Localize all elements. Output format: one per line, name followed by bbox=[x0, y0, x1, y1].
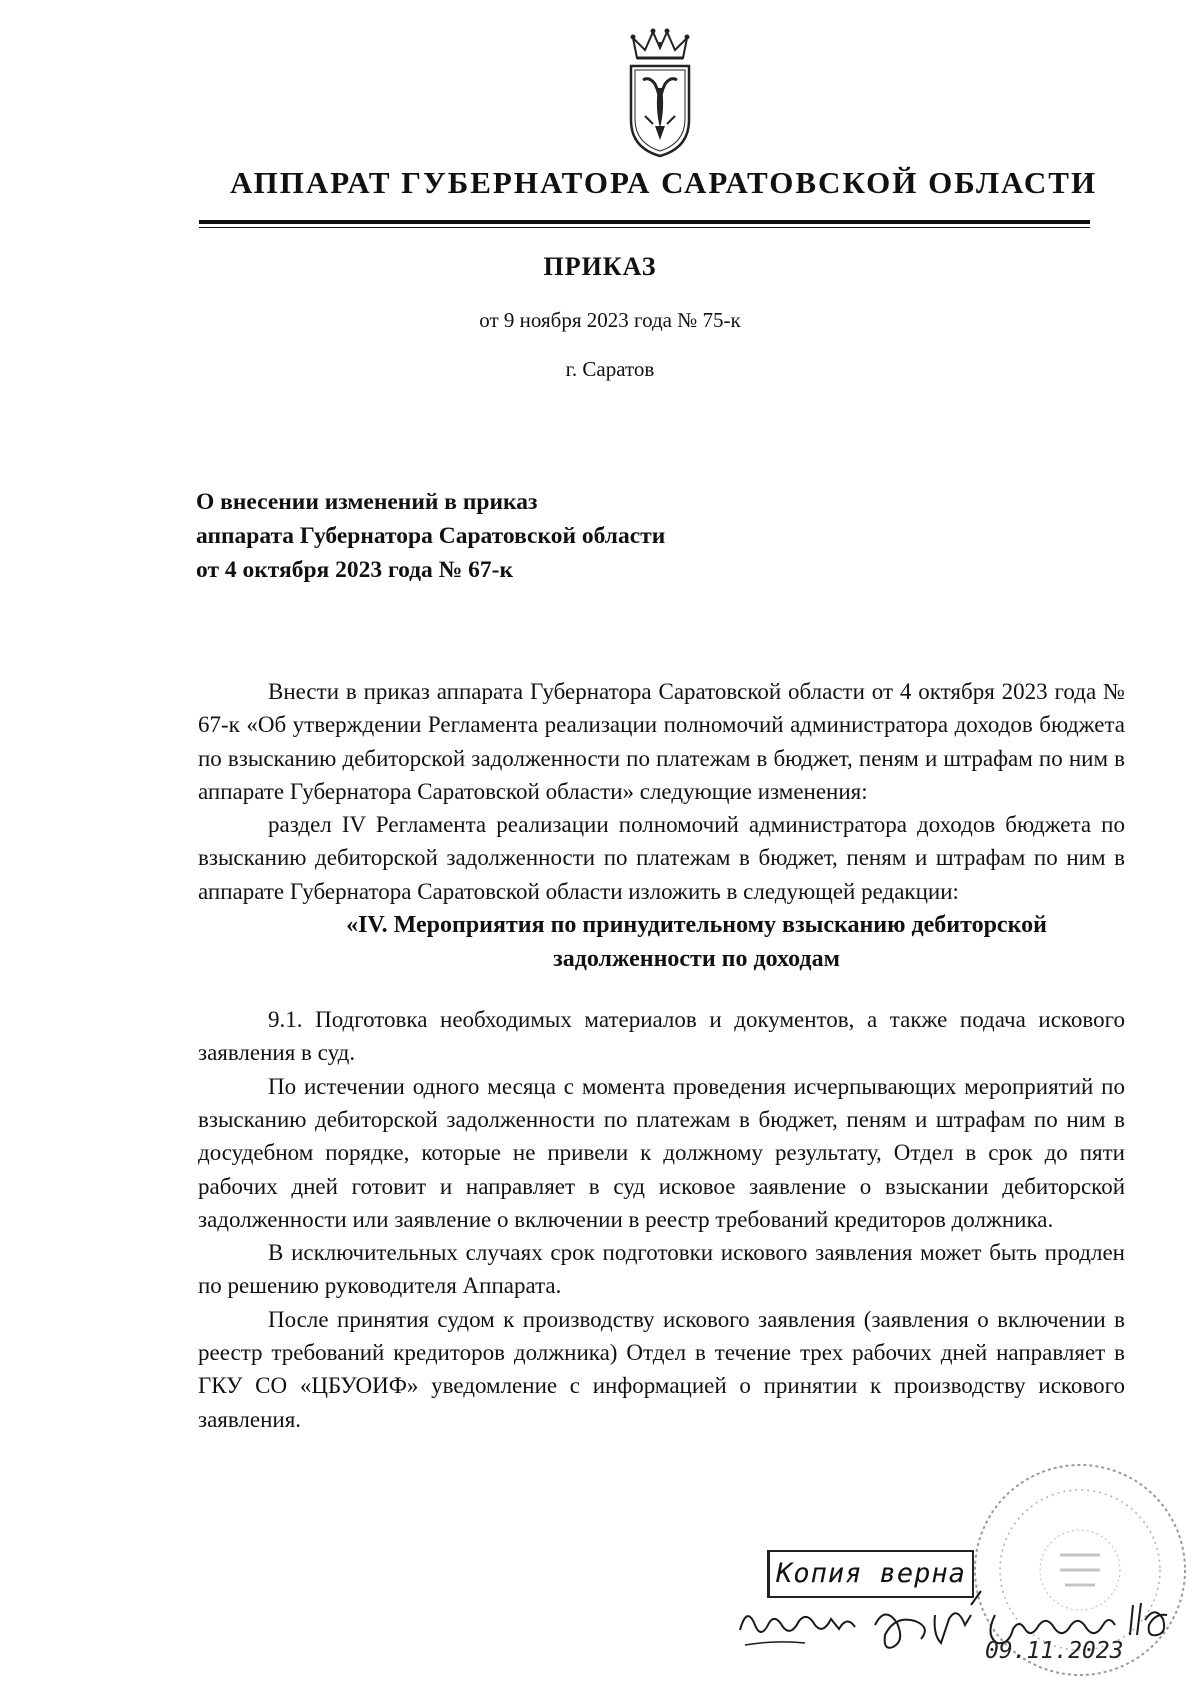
body-paragraph: В исключительных случаях срок подготовки искового заявления может быть продлен по решению руководителя Аппарата. bbox=[198, 1240, 1125, 1299]
document-city: г. Саратов bbox=[565, 357, 655, 381]
header-divider-thick bbox=[199, 220, 1090, 224]
document-body bbox=[198, 675, 1125, 1436]
section-title bbox=[198, 908, 1125, 976]
document-date-number: от 9 ноября 2023 года № 75-к bbox=[479, 308, 741, 332]
section-title-line: «IV. Мероприятия по принудительному взысканию дебиторской bbox=[346, 912, 1047, 939]
handwritten-date: 09.11.2023 bbox=[985, 1638, 1124, 1664]
coat-of-arms-icon bbox=[625, 28, 695, 158]
section-title-line: задолженности по доходам bbox=[553, 946, 840, 973]
handwritten-signatures bbox=[735, 1585, 1200, 1685]
organization-title: АППАРАТ ГУБЕРНАТОРА САРАТОВСКОЙ ОБЛАСТИ bbox=[230, 165, 1098, 200]
subject-line: аппарата Губернатора Саратовской области bbox=[196, 523, 666, 549]
body-paragraph: По истечении одного месяца с момента проведения исчерпывающих мероприятий по взысканию дебиторской задолженности по платежам в бюджет, пеням и штрафам по ним в досудебном порядке, которые не привели к должному результату, Отдел в срок до пяти рабочих дней готовит и направляет в суд исковое заявление о взыскании дебиторской задолженности или заявление о включении в реестр требований кредиторов должника. bbox=[198, 1073, 1125, 1232]
copy-certified-stamp: Копия верна bbox=[767, 1550, 974, 1598]
subject-line: от 4 октября 2023 года № 67-к bbox=[196, 557, 514, 583]
subject-line: О внесении изменений в приказ bbox=[196, 489, 538, 515]
body-paragraph: Внести в приказ аппарата Губернатора Саратовской области от 4 октября 2023 года № 67-к «Об утверждении Регламента реализации полномочий администратора доходов бюджета по взысканию дебиторской задолженности по платежам в бюджет, пеням и штрафам по ним в аппарате Губернатора Саратовской области» следующие изменения: bbox=[198, 679, 1125, 804]
body-paragraph: раздел IV Регламента реализации полномочий администратора доходов бюджета по взысканию дебиторской задолженности по платежам в бюджет, пеням и штрафам по ним в аппарате Губернатора Саратовской области изложить в следующей редакции: bbox=[198, 812, 1125, 904]
document-subject bbox=[196, 485, 665, 587]
document-type: ПРИКАЗ bbox=[543, 252, 657, 281]
body-paragraph: После принятия судом к производству искового заявления (заявления о включении в реестр требований кредиторов должника) Отдел в течение трех рабочих дней направляет в ГКУ СО «ЦБУОИФ» уведомление с информацией о принятии к производству искового заявления. bbox=[198, 1306, 1125, 1432]
body-paragraph: 9.1. Подготовка необходимых материалов и документов, а также подача искового заявления в суд. bbox=[198, 1007, 1125, 1066]
header-divider-thin bbox=[199, 227, 1090, 228]
